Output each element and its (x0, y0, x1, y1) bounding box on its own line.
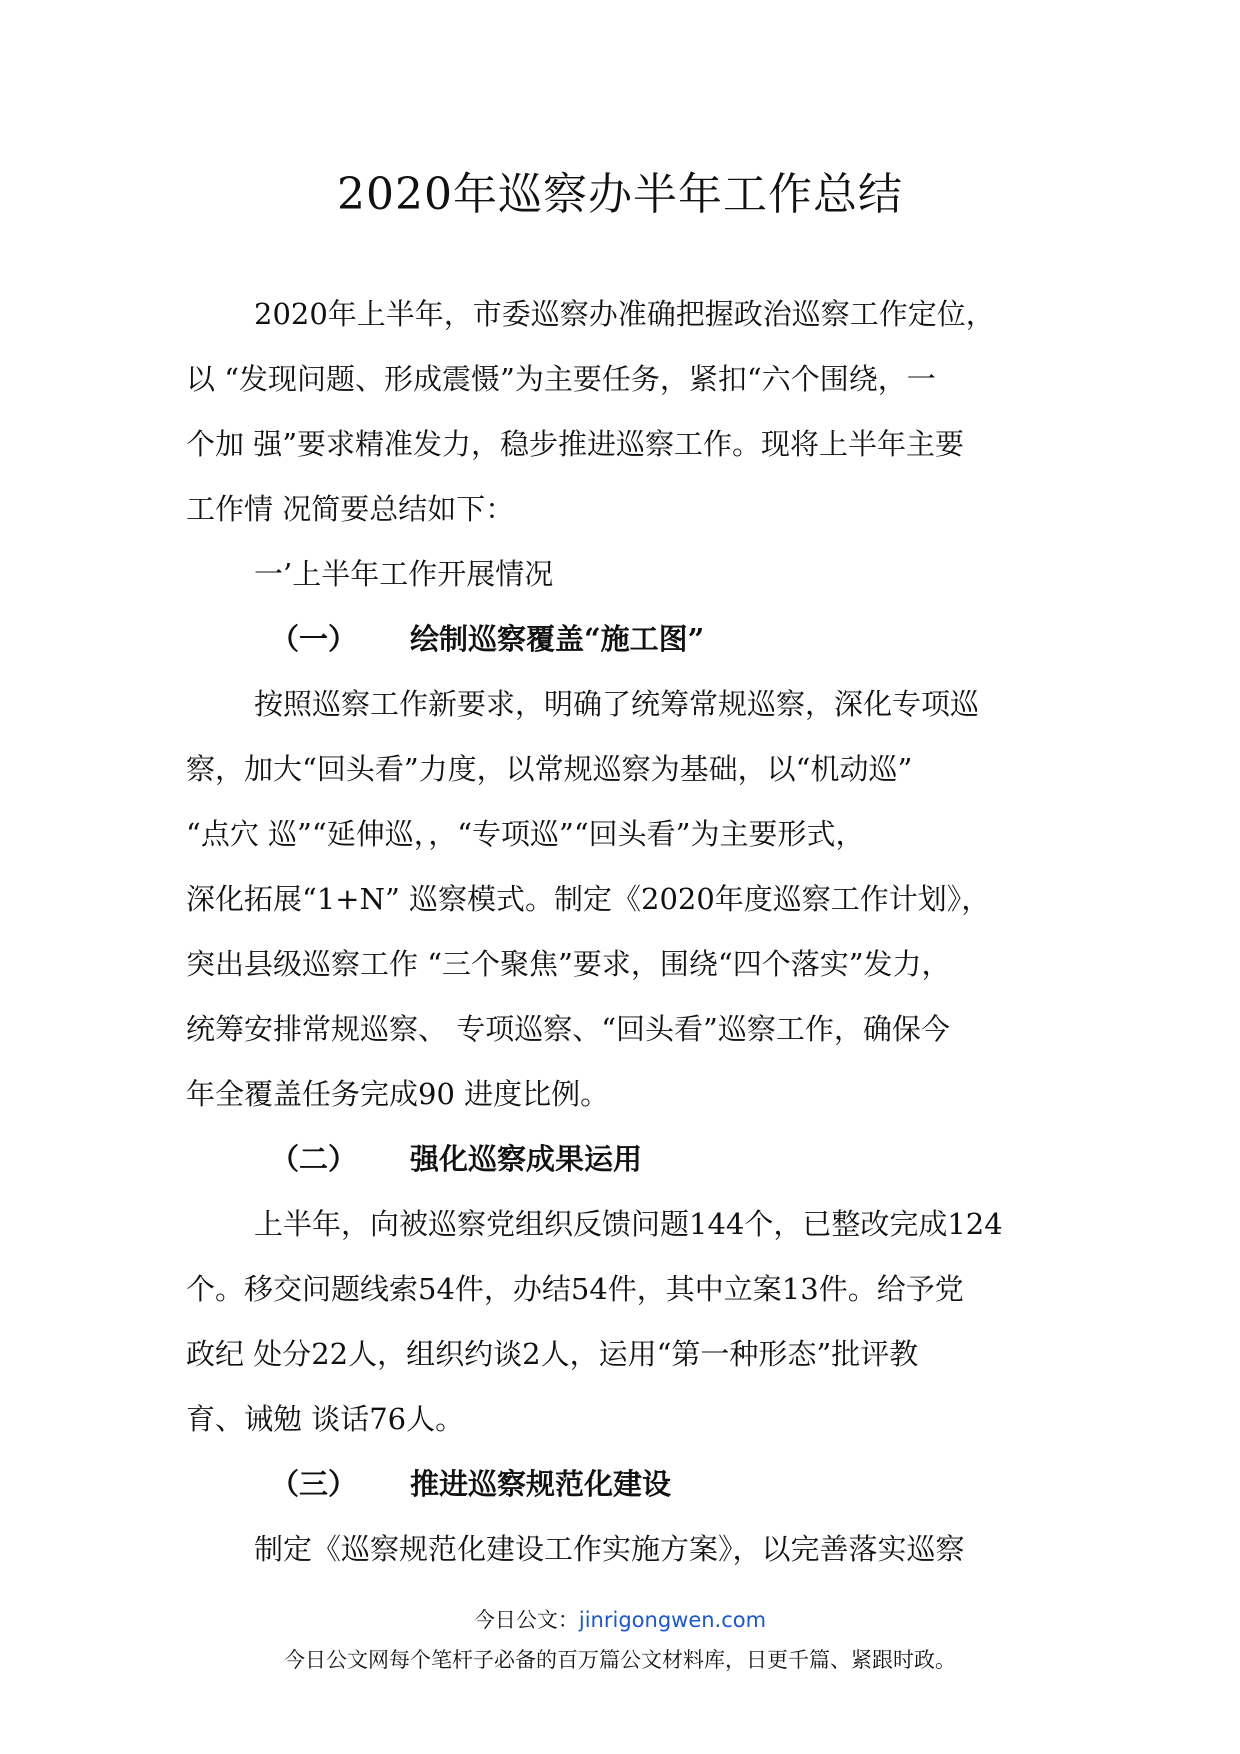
footer-site (0, 1604, 1240, 1634)
section-title: 推进巡察规范化建设 (410, 1467, 672, 1501)
footer-site-link[interactable]: jinrigongwen.com (578, 1608, 767, 1632)
paragraph-line: 年全覆盖任务完成90 进度比例。 (186, 1077, 610, 1111)
section-heading-3 (186, 1452, 1066, 1517)
paragraph-line: 深化拓展“1+N” 巡察模式。制定《2020年度巡察工作计划》， (186, 882, 991, 916)
paragraph-line: 育、诫勉 谈话76人。 (186, 1402, 465, 1436)
paragraph-line: 制定《巡察规范化建设工作实施方案》，以完善落实巡察 (254, 1532, 965, 1566)
paragraph-line: 察，加大“回头看”力度，以常规巡察为基础，以“机动巡” (186, 752, 913, 786)
footer-site-label: 今日公文： (473, 1608, 579, 1632)
page-title: 2020年巡察办半年工作总结 (337, 169, 903, 220)
paragraph-line: 统筹安排常规巡察、 专项巡察、“回头看”巡察工作，确保今 (186, 1012, 950, 1046)
section-title: 强化巡察成果运用 (410, 1142, 643, 1176)
section-heading-main: 一’上半年工作开展情况 (254, 557, 554, 591)
paragraph-line: 2020年上半年，市委巡察办准确把握政治巡察工作定位， (254, 297, 995, 331)
section-number: （一） (270, 622, 358, 656)
paragraph-line: 突出县级巡察工作 “三个聚焦”要求，围绕“四个落实”发力， (186, 947, 951, 981)
paragraph-line: 个。移交问题线索54件，办结54件，其中立案13件。给予党 (186, 1272, 964, 1306)
paragraph-line: 个加 强”要求精准发力，稳步推进巡察工作。现将上半年主要 (186, 427, 965, 461)
section-title: 绘制巡察覆盖“施工图” (410, 622, 705, 656)
section-number: （二） (270, 1142, 358, 1176)
section-number: （三） (270, 1467, 358, 1501)
document-body (186, 282, 1066, 1582)
section-heading-2 (186, 1127, 1066, 1192)
paragraph-line: 工作情 况简要总结如下： (186, 492, 515, 526)
footer-tagline: 今日公文网每个笔杆子必备的百万篇公文材料库，日更千篇、紧跟时政。 (284, 1648, 956, 1672)
paragraph-line: 政纪 处分22人，组织约谈2人，运用“第一种形态”批评教 (186, 1337, 919, 1371)
paragraph-line: 按照巡察工作新要求，明确了统筹常规巡察，深化专项巡 (254, 687, 980, 721)
section-heading-1 (186, 607, 1066, 672)
paragraph-line: “点穴 巡”“延伸巡，，“专项巡”“回头看”为主要形式， (186, 817, 865, 851)
paragraph-line: 上半年，向被巡察党组织反馈问题144个，已整改完成124 (254, 1207, 1003, 1241)
paragraph-line: 以 “发现问题、形成震慑”为主要任务，紧扣“六个围绕，一 (186, 362, 936, 396)
